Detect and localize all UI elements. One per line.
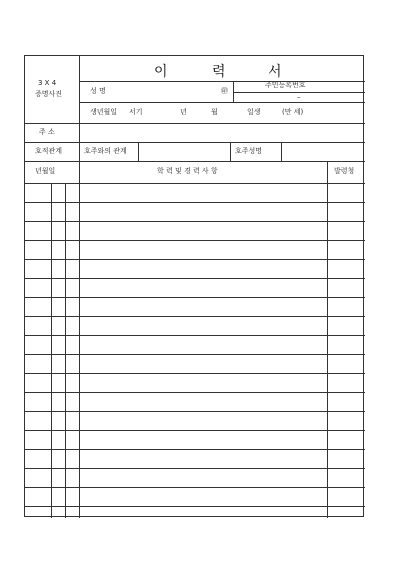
table-row: [25, 259, 365, 260]
dob-era: 서기: [129, 108, 143, 116]
table-row: [25, 468, 365, 469]
table-row: [25, 240, 365, 241]
head-relation-label: 호주와의 관계: [84, 147, 127, 155]
address-label: 주 소: [39, 128, 55, 136]
resume-form: [24, 55, 364, 517]
table-row: [25, 221, 365, 222]
name-rrn-border: [233, 81, 234, 102]
title-divider: [79, 81, 365, 82]
rrn-separator: –: [297, 93, 301, 101]
name-label: 성 명: [90, 87, 106, 95]
date-col-border: [79, 161, 80, 518]
head-name-label: 호주성명: [235, 147, 263, 155]
dob-row-divider: [25, 123, 365, 124]
col-history-header: 학 력 및 경 력 사 항: [157, 167, 218, 175]
title-char-1: 이: [154, 64, 168, 80]
seal-mark: ㊞: [221, 87, 228, 95]
title-char-2: 력: [212, 64, 226, 80]
dob-day: 일생: [247, 108, 261, 116]
table-row: [25, 430, 365, 431]
dob-year: 년: [180, 108, 187, 116]
table-row: [25, 297, 365, 298]
photo-box-border: [79, 56, 80, 161]
rrn-label: 주민등록번호: [265, 81, 306, 89]
table-row: [25, 506, 365, 507]
title-char-3: 서: [268, 64, 282, 80]
table-row: [25, 316, 365, 317]
table-row: [25, 335, 365, 336]
table-row: [25, 202, 365, 203]
table-row: [25, 354, 365, 355]
col-date-header: 년월일: [35, 167, 56, 175]
table-row: [25, 411, 365, 412]
name-row-divider: [79, 102, 365, 103]
family-headname-left-border: [230, 142, 231, 161]
issuer-col-border: [327, 161, 328, 518]
dob-month: 월: [211, 108, 218, 116]
table-row: [25, 487, 365, 488]
dob-label: 생년월일: [90, 108, 118, 116]
table-header-divider: [25, 183, 365, 184]
family-relation-label: 호적관계: [35, 147, 63, 155]
table-row: [25, 373, 365, 374]
address-row-divider: [25, 142, 365, 143]
family-relation-border: [138, 142, 139, 161]
family-row-divider: [25, 161, 365, 162]
col-issuer-header: 발령청: [334, 167, 355, 175]
table-row: [25, 449, 365, 450]
table-row: [25, 392, 365, 393]
family-headname-right-border: [281, 142, 282, 161]
photo-size-label: 3 X 4: [38, 79, 57, 87]
table-row: [25, 278, 365, 279]
photo-label: 증명사진: [35, 90, 63, 98]
dob-age: (만 세): [282, 108, 304, 116]
